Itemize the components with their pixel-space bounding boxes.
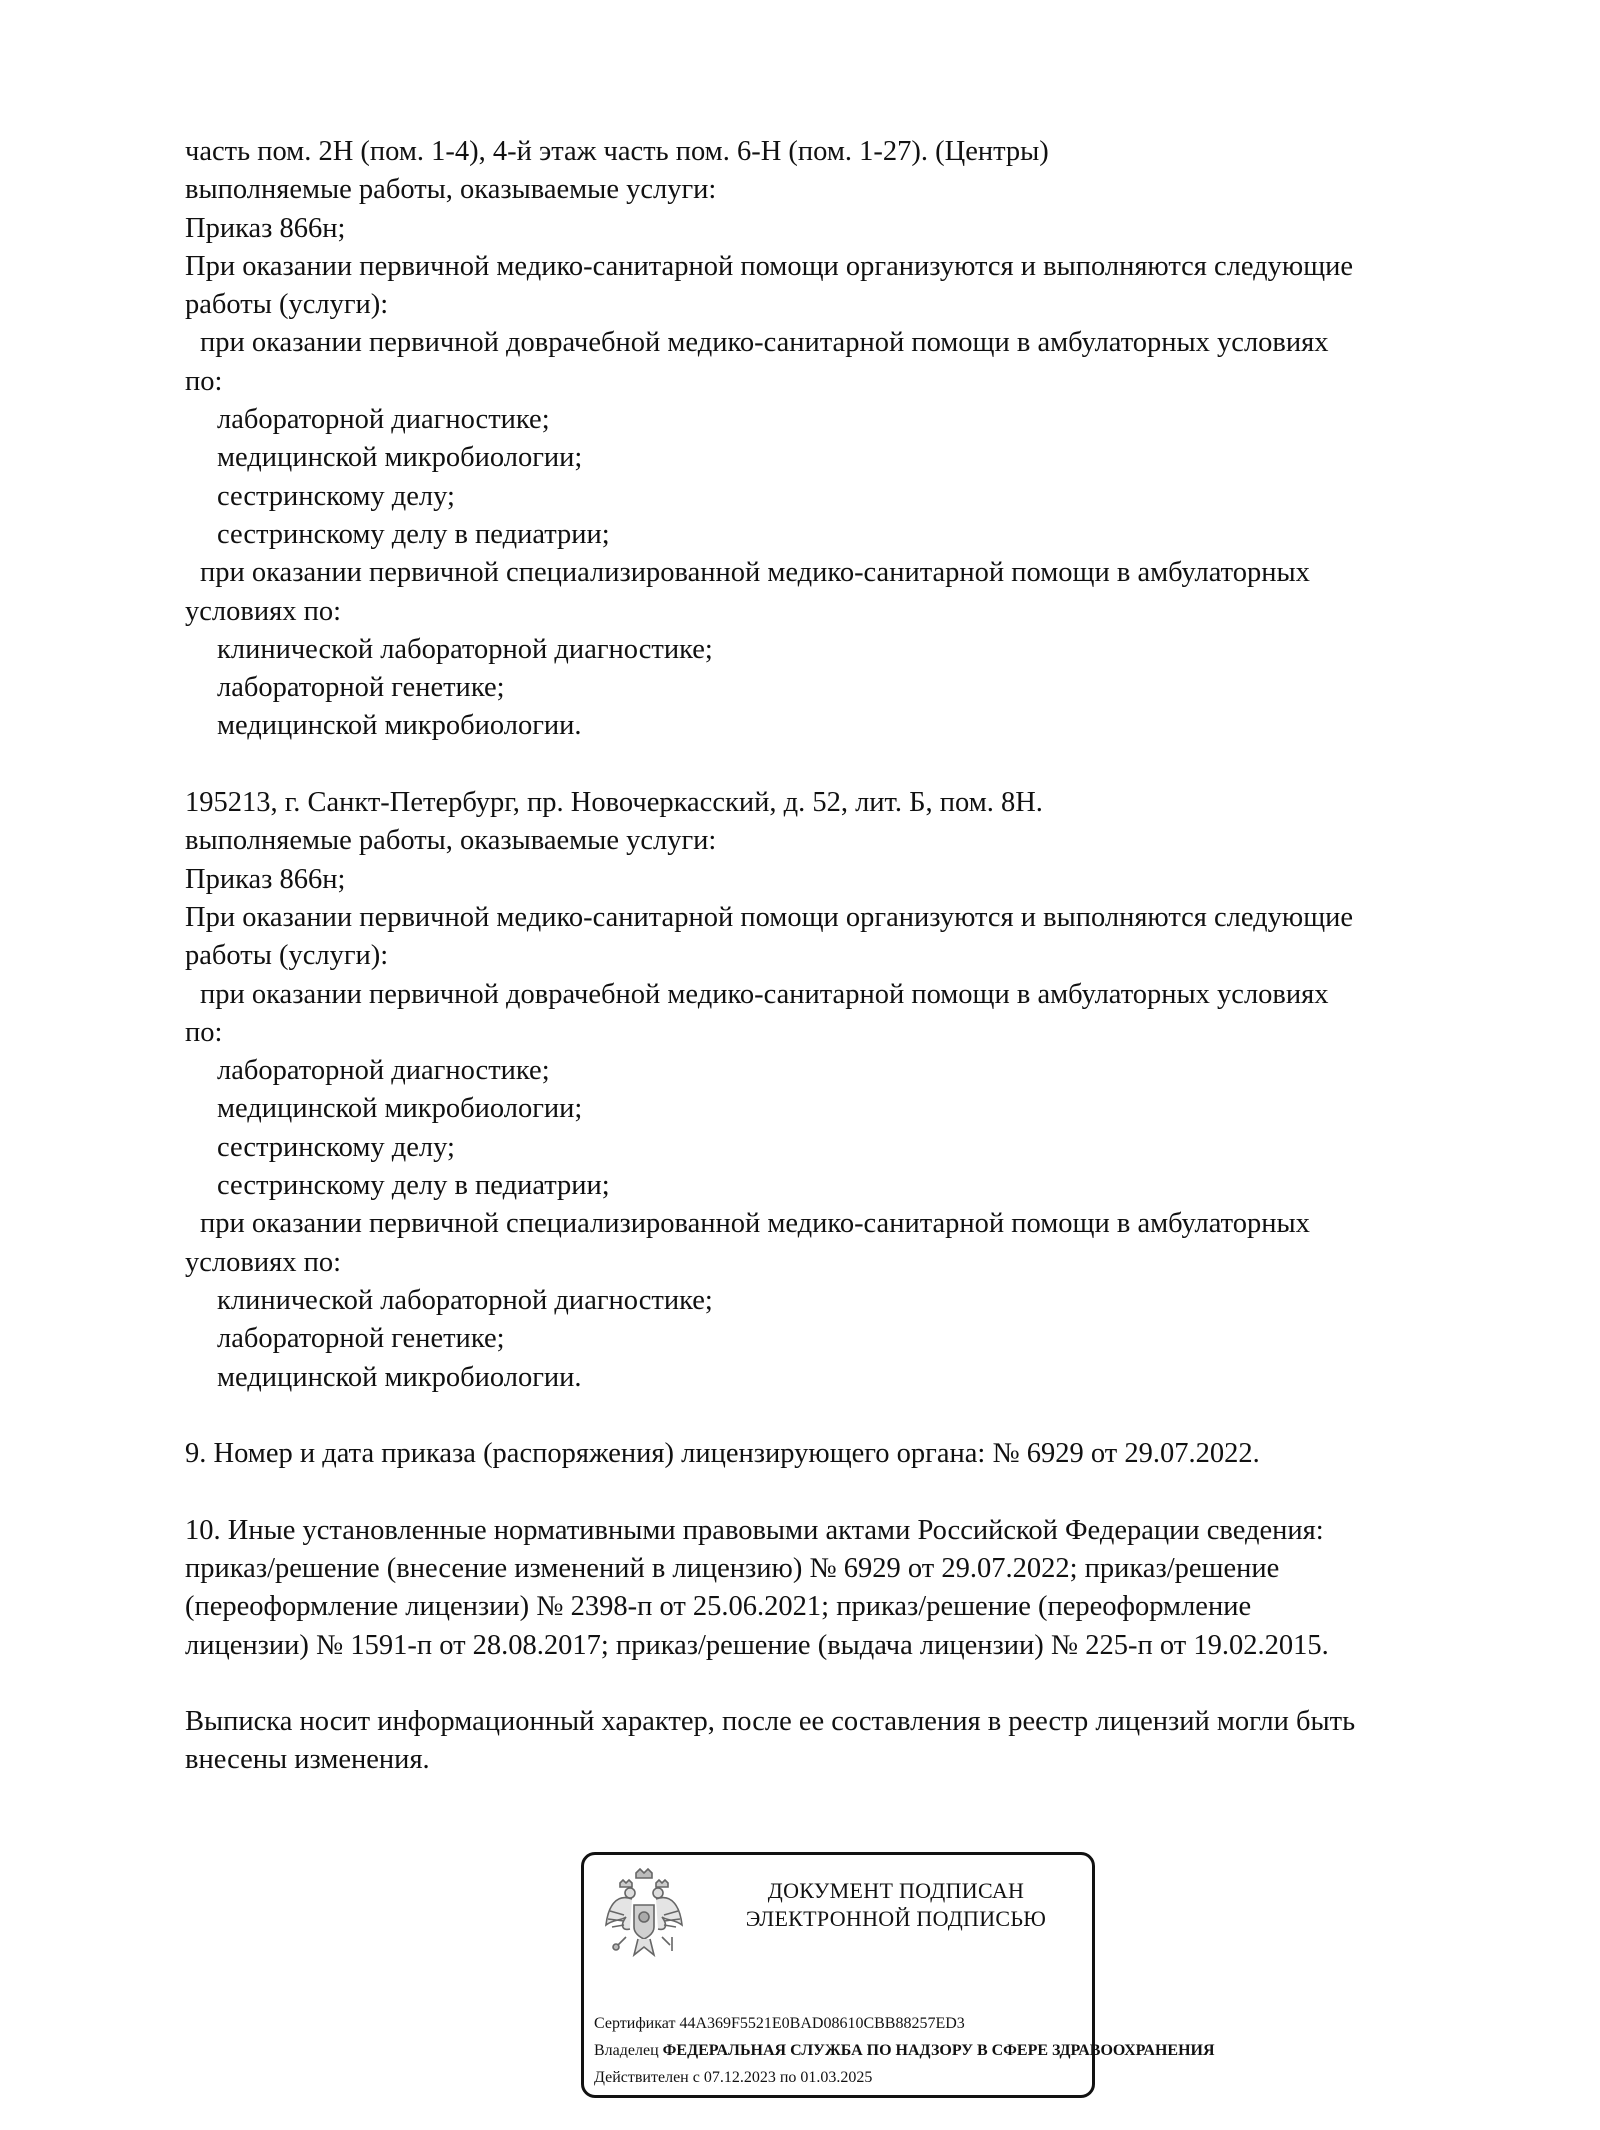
owner-name: ФЕДЕРАЛЬНАЯ СЛУЖБА ПО НАДЗОРУ В СФЕРЕ ЗДРАВООХРАНЕНИЯ xyxy=(662,2042,1215,2059)
certificate-row xyxy=(594,2010,1294,2037)
services-intro: При оказании первичной медико-санитарной помощи организуются и выполняются следующие xyxy=(185,901,1354,933)
informational-note xyxy=(185,1703,1485,1780)
section-10-line: приказ/решение (внесение изменений в лицензию) № 6929 от 29.07.2022; приказ/решение xyxy=(185,1552,1280,1584)
service-item: лабораторной диагностике; xyxy=(217,1055,550,1087)
services-heading: выполняемые работы, оказываемые услуги: xyxy=(185,174,717,206)
care-type-heading: при оказании первичной доврачебной медико-санитарной помощи в амбулаторных условиях xyxy=(200,327,1329,359)
document-body xyxy=(185,133,1485,1780)
section-10-other-info xyxy=(185,1512,1485,1665)
stamp-title-line: ДОКУМЕНТ ПОДПИСАН xyxy=(767,1878,1025,1903)
services-intro: При оказании первичной медико-санитарной помощи организуются и выполняются следующие xyxy=(185,250,1354,282)
owner-label: Владелец xyxy=(594,2042,659,2059)
service-item: сестринскому делу в педиатрии; xyxy=(217,518,610,550)
validity-row: Действителен с 07.12.2023 по 01.03.2025 xyxy=(594,2069,873,2086)
service-item: сестринскому делу; xyxy=(217,480,455,512)
service-item: лабораторной диагностике; xyxy=(217,404,550,436)
order-reference: Приказ 866н; xyxy=(185,212,346,244)
address-block-2 xyxy=(185,784,1485,1397)
address-line: часть пом. 2Н (пом. 1-4), 4-й этаж часть пом. 6-Н (пом. 1-27). (Центры) xyxy=(185,136,1049,167)
section-10-line: 10. Иные установленные нормативными правовыми актами Российской Федерации сведения: xyxy=(185,1514,1324,1546)
stamp-details xyxy=(594,2010,1294,2091)
section-10-line: (переоформление лицензии) № 2398-п от 25.06.2021; приказ/решение (переоформление xyxy=(185,1591,1252,1623)
service-item: клинической лабораторной диагностике; xyxy=(217,1284,713,1316)
care-type-heading-cont: по: xyxy=(185,1016,223,1048)
care-type-heading: при оказании первичной специализированной медико-санитарной помощи в амбулаторных xyxy=(200,1208,1310,1240)
service-item: лабораторной генетике; xyxy=(217,1323,505,1355)
electronic-signature-stamp xyxy=(581,1852,1215,2098)
certificate-number: 44A369F5521E0BAD08610CBB88257ED3 xyxy=(679,2015,965,2032)
paragraph-gap xyxy=(185,1397,1485,1435)
stamp-title-line: ЭЛЕКТРОННОЙ ПОДПИСЬЮ xyxy=(745,1906,1047,1931)
order-reference: Приказ 866н; xyxy=(185,863,346,895)
section-10-line: лицензии) № 1591-п от 28.08.2017; приказ/решение (выдача лицензии) № 225-п от 19.02.2015. xyxy=(185,1629,1329,1661)
care-type-heading-cont: условиях по: xyxy=(185,595,341,627)
certificate-label: Сертификат xyxy=(594,2015,676,2032)
double-headed-eagle-emblem-icon xyxy=(602,1867,686,1967)
service-item: медицинской микробиологии. xyxy=(217,710,582,742)
service-item: клинической лабораторной диагностике; xyxy=(217,633,713,665)
services-intro-cont: работы (услуги): xyxy=(185,940,389,972)
owner-row xyxy=(594,2037,1294,2064)
note-line: внесены изменения. xyxy=(185,1744,430,1776)
section-9-order: 9. Номер и дата приказа (распоряжения) лицензирующего органа: № 6929 от 29.07.2022. xyxy=(185,1438,1260,1470)
services-heading: выполняемые работы, оказываемые услуги: xyxy=(185,825,717,857)
service-item: медицинской микробиологии. xyxy=(217,1361,582,1393)
address-block-1 xyxy=(185,133,1485,746)
service-item: медицинской микробиологии; xyxy=(217,442,583,474)
service-item: лабораторной генетике; xyxy=(217,672,505,704)
note-line: Выписка носит информационный характер, после ее составления в реестр лицензий могли быть xyxy=(185,1706,1356,1738)
services-intro-cont: работы (услуги): xyxy=(185,289,389,321)
care-type-heading: при оказании первичной специализированной медико-санитарной помощи в амбулаторных xyxy=(200,557,1310,589)
care-type-heading: при оказании первичной доврачебной медико-санитарной помощи в амбулаторных условиях xyxy=(200,978,1329,1010)
paragraph-gap xyxy=(185,1473,1485,1511)
stamp-title xyxy=(714,1877,1078,1933)
paragraph-gap xyxy=(185,1665,1485,1703)
care-type-heading-cont: по: xyxy=(185,365,223,397)
service-item: сестринскому делу; xyxy=(217,1131,455,1163)
service-item: медицинской микробиологии; xyxy=(217,1093,583,1125)
address-line: 195213, г. Санкт-Петербург, пр. Новочеркасский, д. 52, лит. Б, пом. 8Н. xyxy=(185,787,1043,819)
care-type-heading-cont: условиях по: xyxy=(185,1246,341,1278)
service-item: сестринскому делу в педиатрии; xyxy=(217,1170,610,1202)
paragraph-gap xyxy=(185,746,1485,784)
